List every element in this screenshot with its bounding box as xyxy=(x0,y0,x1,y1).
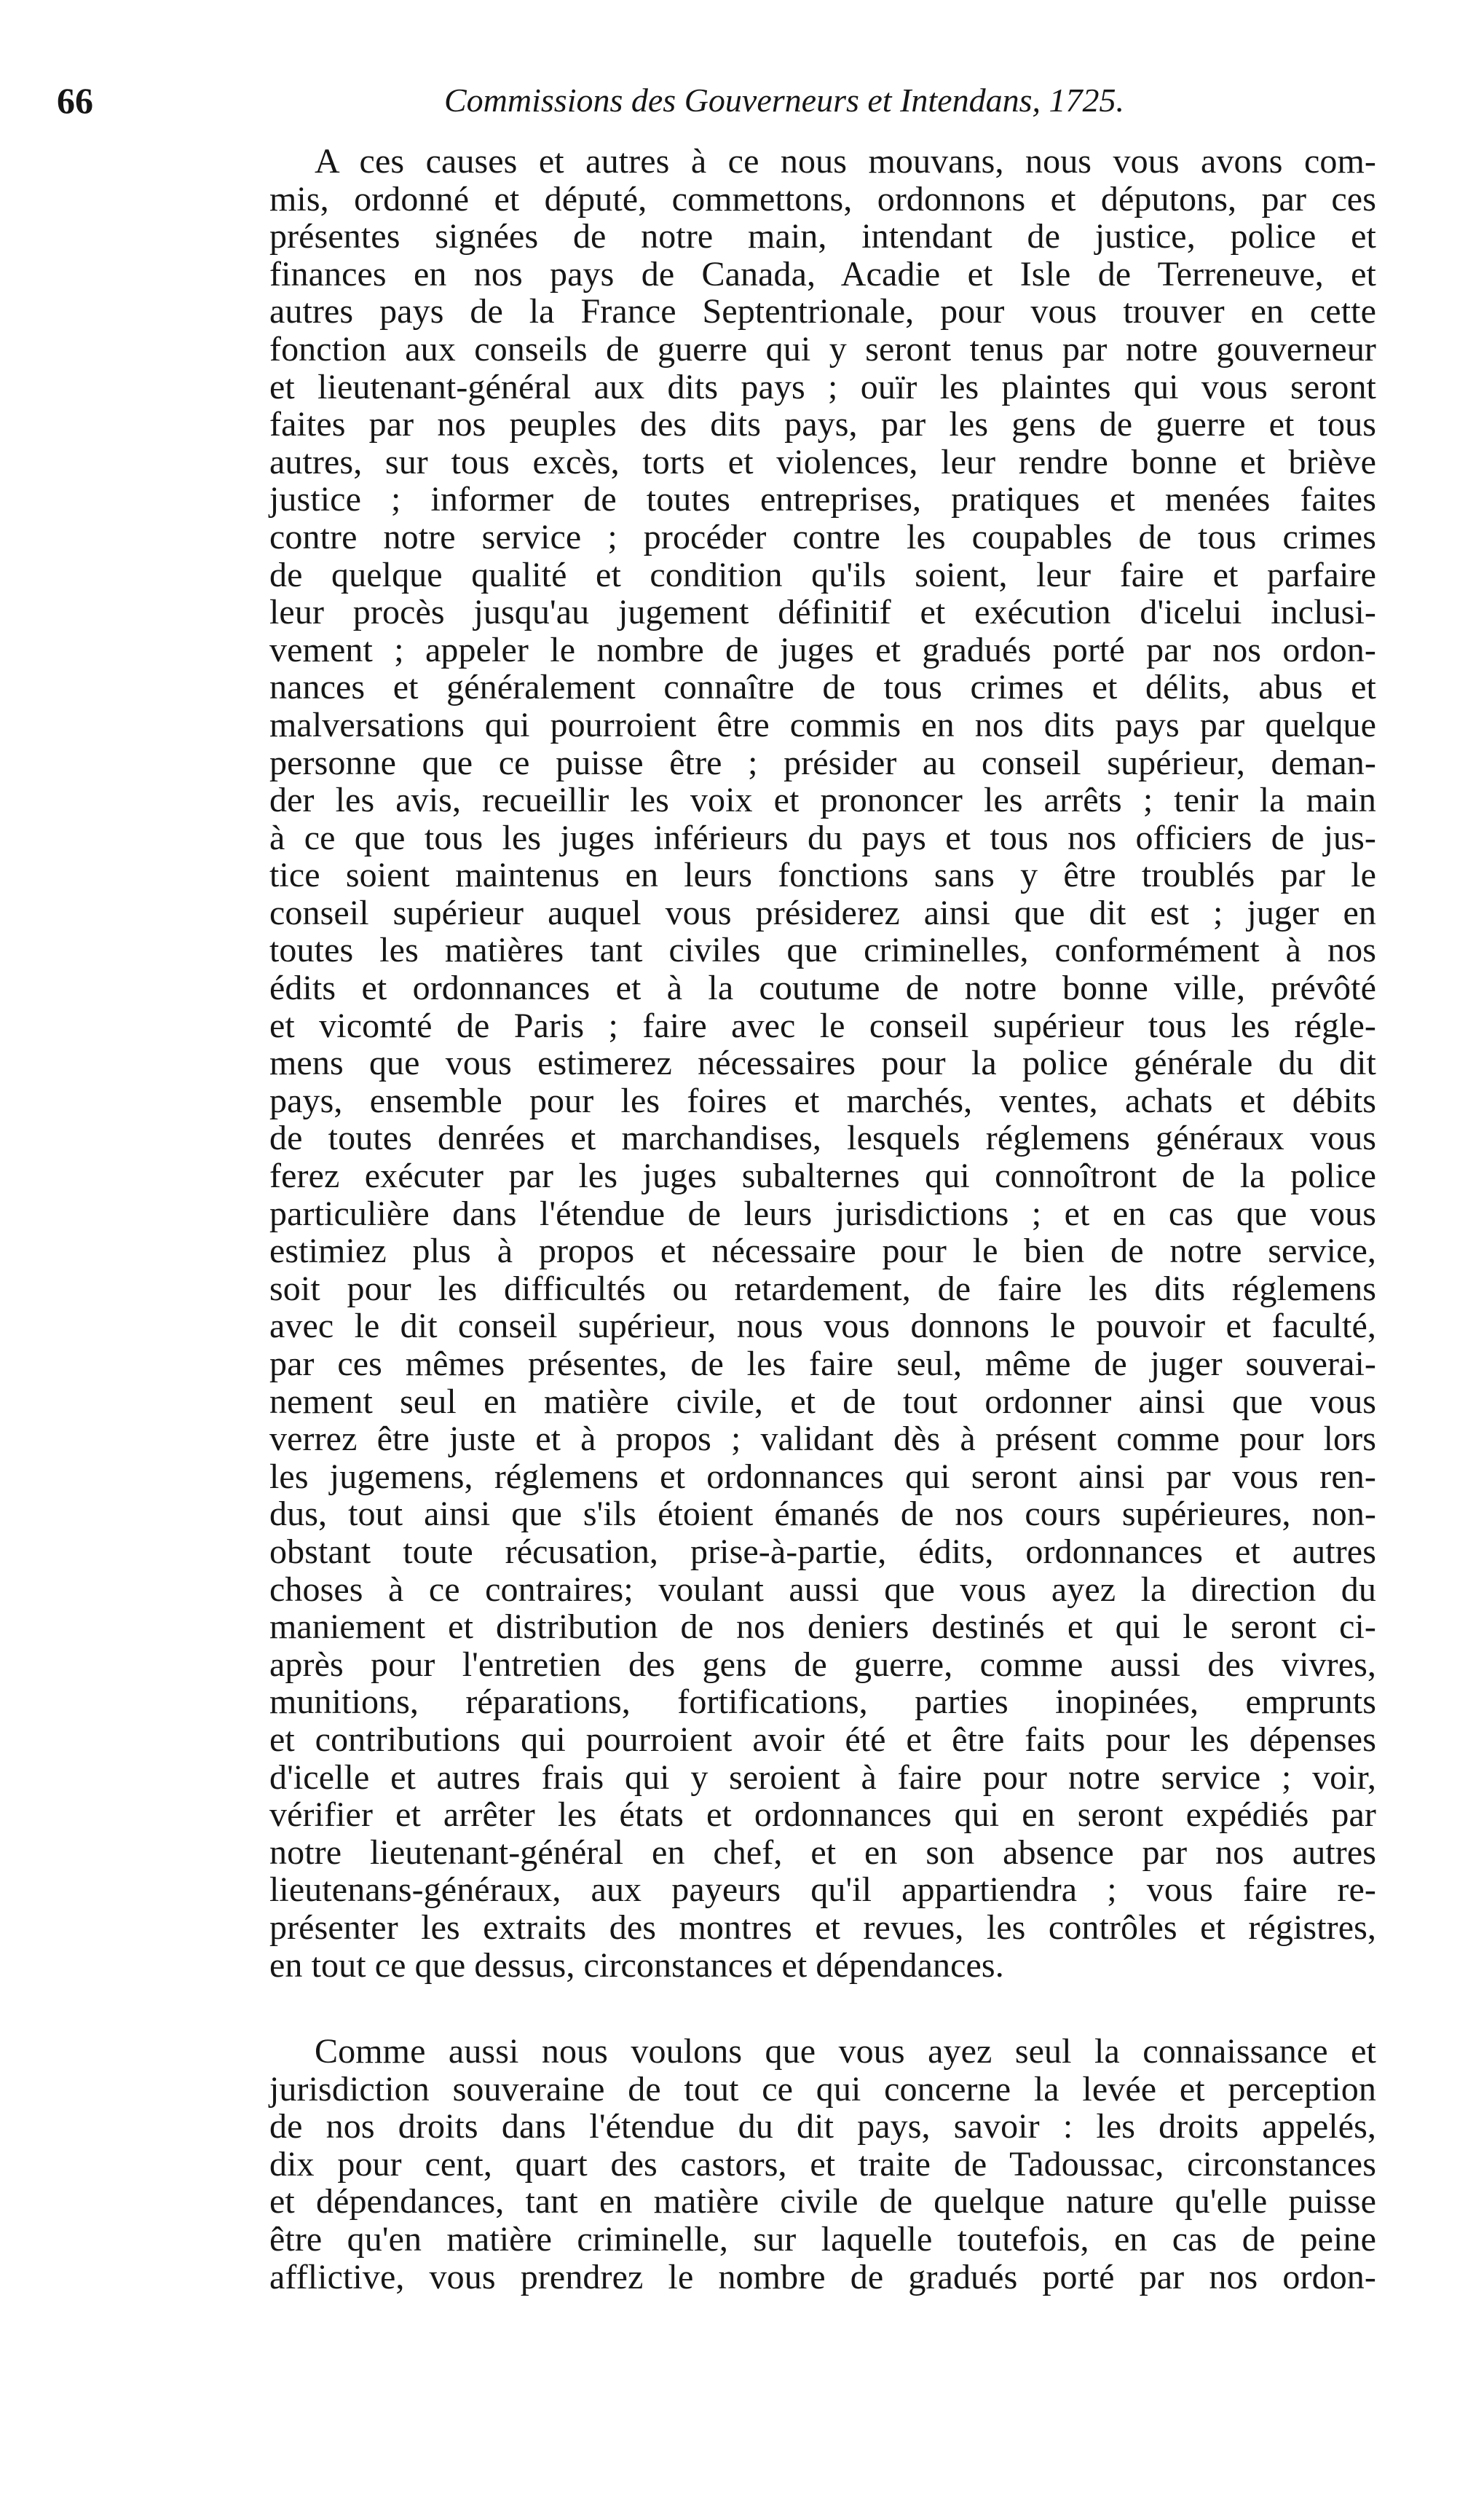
text-line: notre lieutenant-général en chef, et en son absence par nos autres xyxy=(269,1832,1376,1872)
running-head xyxy=(57,79,1382,130)
text-line: choses à ce contraires; voulant aussi que vous ayez la direction du xyxy=(269,1570,1376,1609)
text-line: présentes signées de notre main, intendant de justice, police et xyxy=(269,217,1376,256)
text-line: tice soient maintenus en leurs fonctions sans y être troublés par le xyxy=(269,856,1376,895)
text-line: Comme aussi nous voulons que vous ayez seul la connaissance et xyxy=(315,2032,1376,2071)
text-line: conseil supérieur auquel vous présiderez ainsi que dit est ; juger en xyxy=(269,893,1376,932)
text-line: et dépendances, tant en matière civile de quelque nature qu'elle puisse xyxy=(269,2182,1376,2221)
text-line: jurisdiction souveraine de tout ce qui concerne la levée et perception xyxy=(269,2069,1376,2109)
text-line: lieutenans-généraux, aux payeurs qu'il appartiendra ; vous faire re- xyxy=(269,1870,1376,1910)
text-line: pays, ensemble pour les foires et marchés, ventes, achats et débits xyxy=(269,1081,1376,1120)
text-line: A ces causes et autres à ce nous mouvans, nous vous avons com- xyxy=(315,142,1376,181)
text-line: munitions, réparations, fortifications, parties inopinées, emprunts xyxy=(269,1682,1376,1722)
text-line: avec le dit conseil supérieur, nous vous donnons le pouvoir et faculté, xyxy=(269,1307,1376,1346)
text-line: les jugemens, réglemens et ordonnances qui seront ainsi par vous ren- xyxy=(269,1457,1376,1496)
text-line: nances et généralement connaître de tous crimes et délits, abus et xyxy=(269,668,1376,707)
text-line: malversations qui pourroient être commis en nos dits pays par quelque xyxy=(269,705,1376,744)
text-line: der les avis, recueillir les voix et prononcer les arrêts ; tenir la main xyxy=(269,781,1376,820)
text-line: contre notre service ; procéder contre les coupables de tous crimes xyxy=(269,517,1376,556)
text-line: d'icelle et autres frais qui y seroient à faire pour notre service ; voir, xyxy=(269,1757,1376,1797)
text-line: mis, ordonné et député, commettons, ordonnons et députons, par ces xyxy=(269,179,1376,219)
text-line: finances en nos pays de Canada, Acadie et Isle de Terreneuve, et xyxy=(269,254,1376,294)
page-number: 66 xyxy=(57,80,93,121)
text-line: personne que ce puisse être ; présider au conseil supérieur, deman- xyxy=(269,743,1376,782)
text-line: et vicomté de Paris ; faire avec le conseil supérieur tous les régle- xyxy=(269,1006,1376,1045)
paragraph-1 xyxy=(269,143,1376,1984)
text-line: après pour l'entretien des gens de guerre, comme aussi des vivres, xyxy=(269,1645,1376,1684)
text-line: en tout ce que dessus, circonstances et dépendances. xyxy=(269,1945,1004,1985)
text-line: dus, tout ainsi que s'ils étoient émanés de nos cours supérieures, non- xyxy=(269,1495,1376,1534)
text-line: justice ; informer de toutes entreprises, pratiques et menées faites xyxy=(269,480,1376,519)
text-line: vérifier et arrêter les états et ordonnances qui en seront expédiés par xyxy=(269,1795,1376,1835)
text-line: et contributions qui pourroient avoir été et être faits pour les dépenses xyxy=(269,1720,1376,1759)
text-line: ferez exécuter par les juges subalternes qui connoîtront de la police xyxy=(269,1157,1376,1196)
text-line: de quelque qualité et condition qu'ils soient, leur faire et parfaire xyxy=(269,555,1376,594)
running-title: Commissions des Gouverneurs et Intendans, 1725. xyxy=(444,82,1124,119)
text-line: estimiez plus à propos et nécessaire pour le bien de notre service, xyxy=(269,1232,1376,1271)
text-line: faites par nos peuples des dits pays, par les gens de guerre et tous xyxy=(269,405,1376,444)
text-line: et lieutenant-général aux dits pays ; ouïr les plaintes qui vous seront xyxy=(269,367,1376,406)
text-line: mens que vous estimerez nécessaires pour la police générale du dit xyxy=(269,1044,1376,1083)
text-line: présenter les extraits des montres et revues, les contrôles et régistres, xyxy=(269,1908,1376,1947)
text-line: de toutes denrées et marchandises, lesquels réglemens généraux vous xyxy=(269,1119,1376,1158)
text-line: soit pour les difficultés ou retardement, de faire les dits réglemens xyxy=(269,1269,1376,1308)
text-line: fonction aux conseils de guerre qui y seront tenus par notre gouverneur xyxy=(269,329,1376,369)
text-line: afflictive, vous prendrez le nombre de gradués porté par nos ordon- xyxy=(269,2257,1376,2296)
text-line: dix pour cent, quart des castors, et traite de Tadoussac, circonstances xyxy=(269,2144,1376,2184)
text-line: autres, sur tous excès, torts et violences, leur rendre bonne et briève xyxy=(269,442,1376,481)
text-line: être qu'en matière criminelle, sur laquelle toutefois, en cas de peine xyxy=(269,2220,1376,2259)
paragraph-2 xyxy=(269,2033,1376,2296)
text-line: de nos droits dans l'étendue du dit pays, savoir : les droits appelés, xyxy=(269,2107,1376,2146)
text-line: maniement et distribution de nos deniers destinés et qui le seront ci- xyxy=(269,1607,1376,1647)
text-line: autres pays de la France Septentrionale, pour vous trouver en cette xyxy=(269,292,1376,331)
text-line: toutes les matières tant civiles que criminelles, conformément à nos xyxy=(269,931,1376,970)
text-line: verrez être juste et à propos ; validant dès à présent comme pour lors xyxy=(269,1420,1376,1459)
text-line: leur procès jusqu'au jugement définitif et exécution d'icelui inclusi- xyxy=(269,593,1376,632)
text-line: vement ; appeler le nombre de juges et gradués porté par nos ordon- xyxy=(269,630,1376,669)
text-line: à ce que tous les juges inférieurs du pays et tous nos officiers de jus- xyxy=(269,818,1376,857)
body-text xyxy=(269,143,1376,2296)
text-line: par ces mêmes présentes, de les faire seul, même de juger souverai- xyxy=(269,1345,1376,1383)
text-line: obstant toute récusation, prise-à-partie, édits, ordonnances et autres xyxy=(269,1532,1376,1571)
text-line: particulière dans l'étendue de leurs jurisdictions ; et en cas que vous xyxy=(269,1194,1376,1233)
text-line: édits et ordonnances et à la coutume de notre bonne ville, prévôté xyxy=(269,969,1376,1008)
text-line: nement seul en matière civile, et de tout ordonner ainsi que vous xyxy=(269,1382,1376,1421)
